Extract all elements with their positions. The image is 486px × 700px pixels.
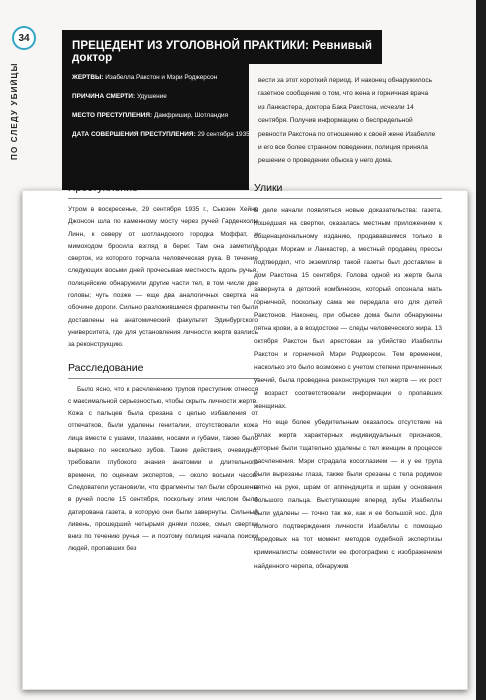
fact-cause: [72, 92, 241, 103]
fact-label: МЕСТО ПРЕСТУПЛЕНИЯ:: [72, 112, 153, 119]
case-title: ПРЕЦЕДЕНТ ИЗ УГОЛОВНОЙ ПРАКТИКИ: Ревнивый доктор: [62, 30, 382, 64]
left-column: [68, 182, 258, 556]
evidence-text-2: Но еще более убедительным оказалось отсутствие на телах жертв характерных индивидуальных признаков, которые были тщательно удалены с тел женщин в процессе расчленения. Мэри страдала косоглазием — и у ее трупа были вырезаны глаза, также были срезаны с тела родимое пятно на руке, шрам от аппендицита и шрам у основания большого пальца. Выступающие вперед зубы Изабеллы были удалены — точно так же, как и ее большой нос. Для полного подтверждения личности Изабеллы с помощью передовых на тот момент методов судебной экспертизы криминалисты совместили ее фотографию с изображением найденного черепа, обнаружив: [254, 418, 442, 570]
evidence-text-1: В деле начали появляться новые доказательства: газета, пошедшая на свертки, оказалась местным приложением к общенациональному изданию, продававшимся только в городах Моркам и Ланкастер, а местный продавец прессы подтвердил, что экземпляр такой газеты был доставлен в дом Ракстона 15 сентября. Голова одной из жертв была завернута в детский комбинезон, который опознала мать горничной, поскольку сама же передала его для детей Ракстонов. Наконец, при обыске дома были обнаружены пятна крови, а в воздостоке — следы человеческого жира. 13 октября Ракстон был арестован за убийство Изабеллы Ракстон и горничной Мэри Роджерсон. Тем временем, насколько это было возможно с учетом степени причиненных увечий, была проведена реконструкция тел жертв — их рост и возраст соответствовали информации о пропавших женщинах.: [254, 207, 442, 411]
fact-label: ДАТА СОВЕРШЕНИЯ ПРЕСТУПЛЕНИЯ:: [72, 131, 196, 138]
fact-value: Изабелла Ракстон и Мэри Роджерсон: [103, 74, 218, 81]
crime-text: Утром в воскресенье, 29 сентября 1935 г., Сьюзен Хейнс Джонсон шла по каменному мосту через ручей Гарденхолм Линн, к северу от шотландского городка Моффат, и мимоходом бросила взгляд в берег. Там она заметила сверток, из которого торчала человеческая рука. В течение следующих восьми дней прочесывая местность вдоль ручья, полицейские обнаружили другие части тел, в том числе две головы; чуть позже — еще два аналогичных свертка на обочине дороги. Сильно разложившиеся фрагменты тел были доставлены на анатомический факультет Эдинбургского университета, где для установления личности жертв взялись за реконструкцию.: [68, 206, 258, 349]
investigation-text: Было ясно, что к расчленению трупов преступник отнесся с максимальной серьезностью, чтобы скрыть личности жертв. Кожа с пальцев была срезана с целью избавления от отпечатков, были удалены гениталии, отсутствовали кожа лица вместе с ушами, глазами, носами и губами, также было вырвано по несколько зубов. Такие действия, очевидно, требовали глубокого знания анатомии и длительного времени, по оценкам экспертов, — около восьми часов. Следователи установили, что фрагменты тел были сброшены в ручей после 15 сентября, поскольку этим числом была датирована газета, в которую они были завернуты. Сильный ливень, прошедший четырьмя днями позже, смыл свертки вниз по течению ручья — и поэтому полиция начала поиски людей, пропавших без: [68, 385, 258, 553]
evidence-heading: Улики: [254, 182, 442, 199]
fact-victims: [72, 73, 241, 84]
investigation-heading: Расследование: [68, 362, 258, 379]
fact-date: [72, 130, 255, 141]
intro-continuation-text: вести за этот короткий период. И наконец обнаружилось газетное сообщение о том, что жена и горничная врача из Ланкастера, доктора Бака Ракстона, исчезли 14 сентября. Получив информацию о беспредельной ревности Ракстона по отношению к своей жене Изабелле и его все более странном поведении, полиция приняла решение о проведении обыска у него дома.: [258, 77, 436, 165]
page-edge: [476, 0, 486, 700]
page-number: 34: [12, 26, 36, 50]
fact-label: ПРИЧИНА СМЕРТИ:: [72, 93, 136, 100]
fact-value: 29 сентября 1935 г.: [195, 131, 255, 138]
right-column: [254, 182, 442, 573]
crime-heading: Преступление: [68, 182, 258, 199]
fact-value: Дамфришир, Шотландия: [152, 112, 229, 119]
case-facts-box: [62, 64, 255, 192]
section-label: ПО СЛЕДУ УБИЙЦЫ: [10, 62, 19, 160]
fact-label: ЖЕРТВЫ:: [72, 74, 104, 81]
fact-place: [72, 111, 241, 122]
fact-value: Удушение: [135, 93, 167, 100]
